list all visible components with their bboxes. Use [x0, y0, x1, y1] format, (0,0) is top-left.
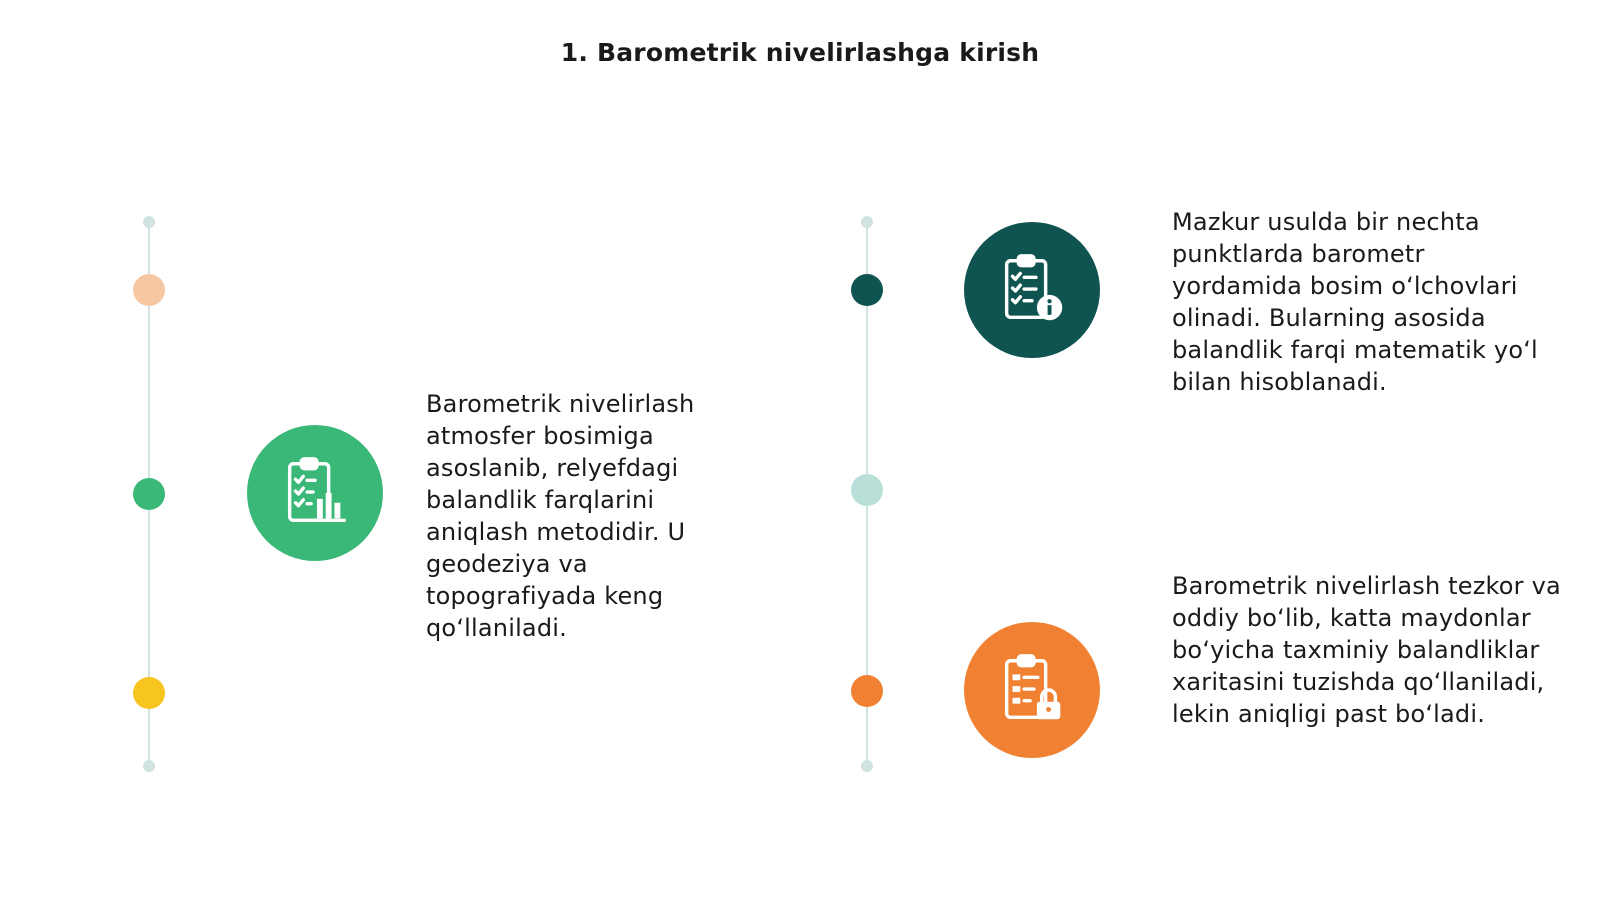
right-timeline-top-end [861, 216, 873, 228]
left-timeline-bottom-end [143, 760, 155, 772]
left-node-green [133, 478, 165, 510]
left-node-yellow [133, 677, 165, 709]
left-timeline-top-end [143, 216, 155, 228]
right-node-dark-teal [851, 274, 883, 306]
right-timeline-bottom-end [861, 760, 873, 772]
right-node-orange [851, 675, 883, 707]
left-node-peach [133, 274, 165, 306]
clipboard-info-icon [964, 222, 1100, 358]
page-title: 1. Barometrik nivelirlashga kirish [560, 38, 1040, 67]
left-item-text: Barometrik nivelirlash atmosfer bosimiga asoslanib, relyefdagi balandlik farqlarini aniqlash metodidir. U geodeziya va topografiyada keng qo‘llaniladi. [426, 390, 695, 642]
right-node-mint [851, 474, 883, 506]
right-top-item-text: Mazkur usulda bir nechta punktlarda barometr yordamida bosim o‘lchovlari olinadi. Bularning asosida balandlik farqi matematik yo‘l bilan hisoblanadi. [1172, 208, 1538, 396]
right-bottom-item-text: Barometrik nivelirlash tezkor va oddiy bo‘lib, katta maydonlar bo‘yicha taxminiy balandliklar xaritasini tuzishda qo‘llaniladi, lekin aniqligi past bo‘ladi. [1172, 572, 1561, 728]
clipboard-lock-icon [964, 622, 1100, 758]
clipboard-chart-icon [247, 425, 383, 561]
